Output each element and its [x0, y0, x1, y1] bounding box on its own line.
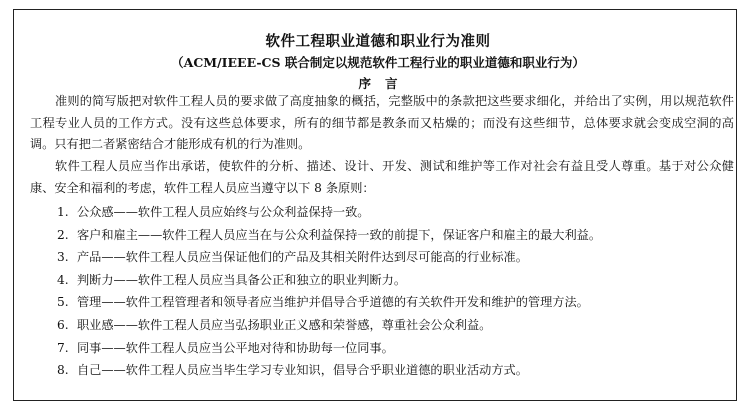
list-item-text: 同事——软件工程人员应当公平地对待和协助每一位同事。: [77, 340, 394, 355]
list-item-number: 8.: [57, 363, 69, 378]
list-item: [57, 337, 737, 360]
list-item-number: 1.: [57, 205, 69, 219]
document-subtitle: （ACM/IEEE-CS 联合制定以规范软件工程行业的职业道德和职业行为）: [171, 55, 585, 70]
list-item: [57, 314, 737, 337]
list-item-number: 7.: [57, 340, 69, 355]
list-item-text: 公众感——软件工程人员应始终与公众利益保持一致。: [77, 205, 370, 219]
principles-list: [57, 201, 737, 382]
section-heading: 序言: [358, 76, 412, 91]
list-item-number: 6.: [57, 317, 69, 332]
list-item: [57, 246, 737, 269]
list-item: [57, 269, 737, 292]
list-item-text: 产品——软件工程人员应当保证他们的产品及其相关附件达到尽可能高的行业标准。: [77, 250, 528, 265]
paragraph: 软件工程人员应当作出承诺，使软件的分析、描述、设计、开发、测试和维护等工作对社会有益且受人尊重。基于对公众健康、安全和福利的考虑，软件工程人员应当遵守以下 8 条原则：: [30, 159, 734, 195]
list-item-number: 5.: [57, 295, 69, 310]
list-item-text: 职业感——软件工程人员应当弘扬职业正义感和荣誉感，尊重社会公众利益。: [77, 317, 492, 332]
list-item-number: 3.: [57, 250, 69, 265]
list-item-text: 管理——软件工程管理者和领导者应当维护并倡导合乎道德的有关软件开发和维护的管理方法。: [77, 295, 589, 310]
list-item: [57, 359, 737, 382]
list-item-text: 客户和雇主——软件工程人员应当在与公众利益保持一致的前提下，保证客户和雇主的最大利益。: [77, 227, 602, 242]
list-item-number: 2.: [57, 227, 69, 242]
list-item-text: 自己——软件工程人员应当毕生学习专业知识，倡导合乎职业道德的职业活动方式。: [77, 363, 528, 378]
document-title: 软件工程职业道德和职业行为准则: [265, 34, 491, 50]
list-item: [57, 201, 737, 224]
paragraph: 准则的简写版把对软件工程人员的要求做了高度抽象的概括，完整版中的条款把这些要求细化，并给出了实例，用以规范软件工程专业人员的工作方式。没有这些总体要求，所有的细节都是教条而又枯燥的；而没有这些细节，总体要求就会变成空洞的高调。只有把二者紧密结合才能形成有机的行为准则。: [30, 94, 734, 151]
list-item-text: 判断力——软件工程人员应当具备公正和独立的职业判断力。: [77, 272, 407, 287]
list-item-number: 4.: [57, 272, 69, 287]
list-item: [57, 224, 737, 247]
list-item: [57, 291, 737, 314]
